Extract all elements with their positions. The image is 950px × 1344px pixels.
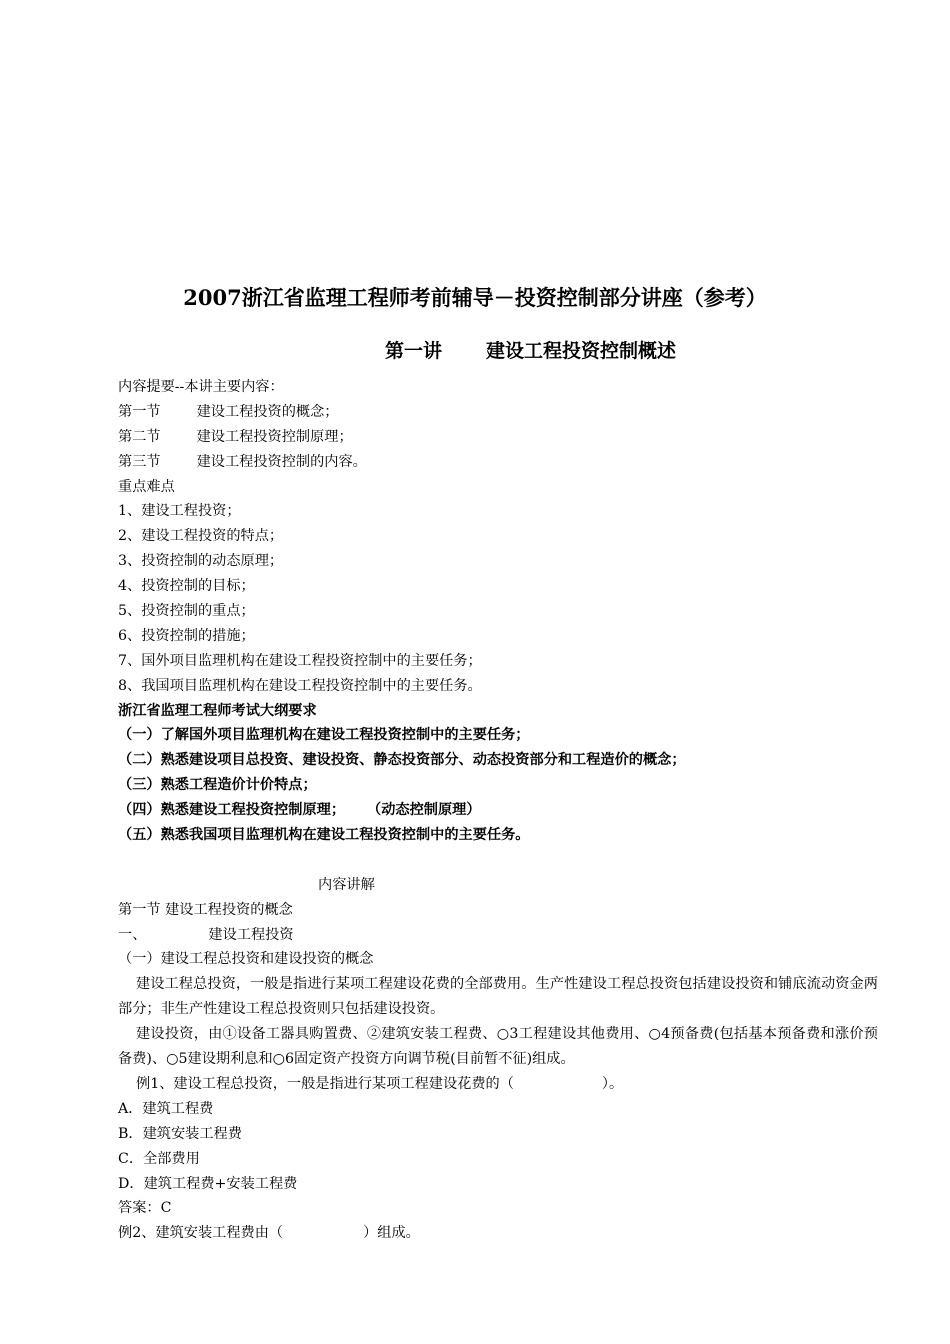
key-point-item: 6、投资控制的措施； [118,627,255,644]
question-end: ）。 [601,1076,624,1092]
part-number: 一、 [118,926,147,943]
section-text: 建设工程投资的概念； [196,403,339,420]
example-question [118,1072,878,1097]
question-text: 例2、建筑安装工程费由（ [118,1225,284,1242]
section-text: 建设工程投资控制的内容。 [196,453,367,470]
option-a: A．建筑工程费 [118,1100,214,1117]
key-point-item: 8、我国项目监理机构在建设工程投资控制中的主要任务。 [118,677,482,694]
answer-line: 答案：C [118,1200,172,1217]
section-number: 第三节 [118,453,161,470]
key-point-item: 7、国外项目监理机构在建设工程投资控制中的主要任务； [118,652,482,669]
document-body [118,375,878,1246]
blank-line [118,848,878,873]
section-heading: 第一节 建设工程投资的概念 [118,901,293,918]
syllabus-item: （五）熟悉我国项目监理机构在建设工程投资控制中的主要任务。 [118,827,530,844]
part-heading [118,923,878,948]
content-heading: 内容讲解 [318,876,375,893]
paragraph-total-investment: 建设工程总投资，一般是指进行某项工程建设花费的全部费用。生产性建设工程总投资包括建设投资和铺底流动资金两部分；非生产性建设工程总投资则只包括建设投资。 [118,976,878,1018]
summary-heading: 内容提要--本讲主要内容： [118,379,284,395]
question-end: ）组成。 [363,1225,420,1242]
section-text: 建设工程投资控制原理； [196,428,353,445]
lecture-topic: 建设工程投资控制概述 [486,340,677,362]
key-point-item: 1、建设工程投资； [118,503,241,520]
syllabus-item: （二）熟悉建设项目总投资、建设投资、静态投资部分、动态投资部分和工程造价的概念； [118,752,686,769]
syllabus-item: （三）熟悉工程造价计价特点； [118,777,317,794]
paragraph-construction-investment: 建设投资，由①设备工器具购置费、②建筑安装工程费、○3工程建设其他费用、○4预备费(包括基本预备费和涨价预备费)、○5建设期利息和○6固定资产投资方向调节税(目前暂不征)组成。 [118,1026,878,1068]
lecture-label: 第一讲 [385,340,443,362]
section-number: 第一节 [118,403,161,420]
syllabus-item [118,798,878,823]
syllabus-item-text: （四）熟悉建设工程投资控制原理； [118,802,346,819]
key-point-item: 4、投资控制的目标； [118,578,255,595]
summary-section [118,400,878,425]
key-point-item: 5、投资控制的重点； [118,603,255,620]
question-text: 例1、建设工程总投资，一般是指进行某项工程建设花费的（ [136,1076,514,1092]
summary-section [118,425,878,450]
part-title: 建设工程投资 [208,926,294,943]
syllabus-heading: 浙江省监理工程师考试大纲要求 [118,702,317,719]
subsection-heading: （一）建设工程总投资和建设投资的概念 [118,951,374,968]
summary-section [118,450,878,475]
key-points-heading: 重点难点 [118,478,175,495]
example-question [118,1221,878,1246]
key-point-item: 3、投资控制的动态原理； [118,553,284,570]
page-title: 2007浙江省监理工程师考前辅导－投资控制部分讲座（参考） [183,285,767,310]
syllabus-item: （一）了解国外项目监理机构在建设工程投资控制中的主要任务； [118,727,530,744]
lecture-heading [385,336,676,366]
section-number: 第二节 [118,428,161,445]
option-b: B．建筑安装工程费 [118,1125,242,1142]
syllabus-item-note: （动态控制原理） [367,802,481,819]
key-point-item: 2、建设工程投资的特点； [118,528,284,545]
option-c: C．全部费用 [118,1150,200,1167]
option-d: D．建筑工程费+安装工程费 [118,1175,298,1192]
